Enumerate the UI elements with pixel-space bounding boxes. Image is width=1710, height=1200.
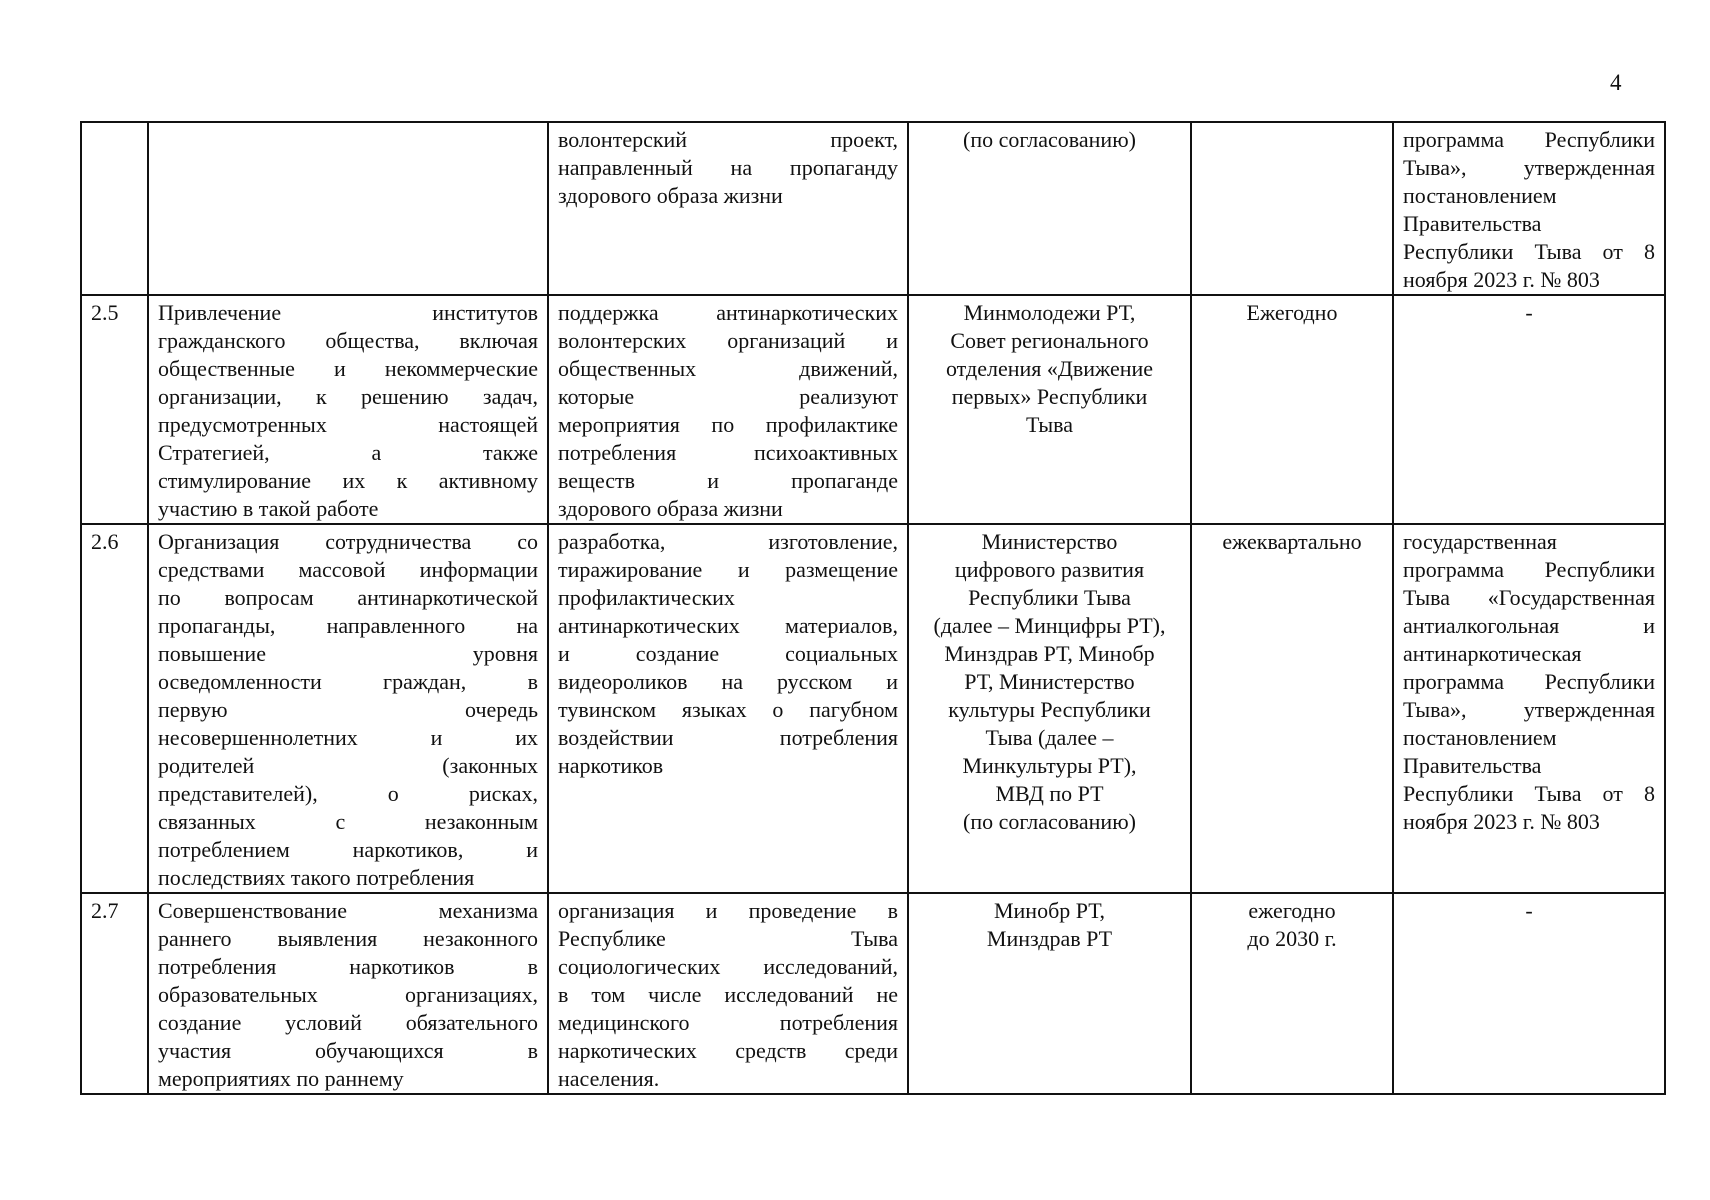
executor-text: Министерство цифрового развития Республики Тыва (далее – Минцифры РТ), Минздрав РТ, Минобр РТ, Министерство культуры Республики Тыва (далее – Минкультуры РТ), МВД по РТ (по согласованию) [933, 529, 1166, 834]
text-line: Совершенствование механизма [158, 898, 538, 923]
cell-term [1191, 893, 1393, 1094]
page-number: 4 [1610, 70, 1622, 95]
text-line: программа Республики [1403, 127, 1655, 152]
text-line: тувинском языках о пагубном [558, 697, 898, 722]
cell-term [1191, 524, 1393, 893]
text-line: Организация сотрудничества со [158, 529, 538, 554]
cell-result [548, 122, 908, 295]
text-line: организации, к решению задач, [158, 384, 538, 409]
cell-event [148, 295, 548, 524]
text-line: пропаганды, направленного на [158, 613, 538, 638]
text-line: волонтерский проект, [558, 127, 898, 152]
cell-source [1393, 122, 1665, 295]
text-line: постановлением [1403, 183, 1557, 208]
cell-event [148, 122, 548, 295]
text-line: по вопросам антинаркотической [158, 585, 538, 610]
plan-table-body [81, 122, 1665, 1094]
table-row [81, 295, 1665, 524]
cell-number: 2.7 [81, 893, 148, 1094]
executor-text: (по согласованию) [963, 127, 1136, 152]
text-line: Стратегией, а также [158, 440, 538, 465]
text-line: Республики Тыва от 8 [1403, 239, 1655, 264]
cell-result [548, 295, 908, 524]
text-line: разработка, изготовление, [558, 529, 898, 554]
text-line: поддержка антинаркотических [558, 300, 898, 325]
text-line: первую очередь [158, 697, 538, 722]
text-line: Правительства [1403, 753, 1542, 778]
text-line: образовательных организациях, [158, 982, 538, 1007]
text-line: здорового образа жизни [558, 496, 783, 521]
cell-number: 2.5 [81, 295, 148, 524]
text-line: ноября 2023 г. № 803 [1403, 267, 1600, 292]
text-line: создание условий обязательного [158, 1010, 538, 1035]
text-line: предусмотренных настоящей [158, 412, 538, 437]
text-line: веществ и пропаганде [558, 468, 898, 493]
cell-source [1393, 524, 1665, 893]
text-line: Республике Тыва [558, 926, 898, 951]
text-line: ноября 2023 г. № 803 [1403, 809, 1600, 834]
text-line: программа Республики [1403, 669, 1655, 694]
text-line: Тыва», утвержденная [1403, 155, 1655, 180]
table-row [81, 122, 1665, 295]
cell-event [148, 524, 548, 893]
text-line: государственная [1403, 529, 1557, 554]
text-line: представителей), о рисках, [158, 781, 538, 806]
text-line: антиалкогольная и [1403, 613, 1655, 638]
term-text: ежеквартально [1222, 529, 1362, 554]
text-line: общественные и некоммерческие [158, 356, 538, 381]
text-line: наркотиков [558, 753, 664, 778]
source-text: - [1525, 898, 1533, 923]
text-line: антинаркотическая [1403, 641, 1582, 666]
source-text: - [1525, 300, 1533, 325]
text-line: волонтерских организаций и [558, 328, 898, 353]
text-line: видеороликов на русском и [558, 669, 898, 694]
text-line: потреблением наркотиков, и [158, 837, 538, 862]
executor-text: Минобр РТ, Минздрав РТ [986, 898, 1113, 951]
text-line: участию в такой работе [158, 496, 379, 521]
text-line: Республики Тыва от 8 [1403, 781, 1655, 806]
term-text: Ежегодно [1246, 300, 1338, 325]
text-line: Тыва «Государственная [1403, 585, 1655, 610]
cell-event [148, 893, 548, 1094]
text-line: последствиях такого потребления [158, 865, 475, 890]
text-line: которые реализуют [558, 384, 898, 409]
text-line: стимулирование их к активному [158, 468, 538, 493]
cell-source [1393, 893, 1665, 1094]
cell-executor [908, 295, 1191, 524]
text-line: потребления наркотиков в [158, 954, 538, 979]
text-line: воздействии потребления [558, 725, 898, 750]
text-line: родителей (законных [158, 753, 538, 778]
text-line: организация и проведение в [558, 898, 898, 923]
text-line: наркотических средств среди [558, 1038, 898, 1063]
executor-text: Минмолодежи РТ, Совет регионального отделения «Движение первых» Республики Тыва [945, 300, 1154, 437]
text-line: антинаркотических материалов, [558, 613, 898, 638]
text-line: и создание социальных [558, 641, 898, 666]
text-line: гражданского общества, включая [158, 328, 538, 353]
term-text: ежегодно до 2030 г. [1247, 898, 1337, 951]
text-line: Тыва», утвержденная [1403, 697, 1655, 722]
cell-number: 2.6 [81, 524, 148, 893]
text-line: программа Республики [1403, 557, 1655, 582]
text-line: направленный на пропаганду [558, 155, 898, 180]
text-line: связанных с незаконным [158, 809, 538, 834]
text-line: постановлением [1403, 725, 1557, 750]
text-line: несовершеннолетних и их [158, 725, 538, 750]
cell-executor [908, 893, 1191, 1094]
text-line: профилактических [558, 585, 735, 610]
table-row [81, 524, 1665, 893]
text-line: населения. [558, 1066, 660, 1091]
text-line: мероприятия по профилактике [558, 412, 898, 437]
text-line: мероприятиях по раннему [158, 1066, 404, 1091]
text-line: раннего выявления незаконного [158, 926, 538, 951]
cell-result [548, 893, 908, 1094]
plan-table [80, 121, 1666, 1095]
cell-source [1393, 295, 1665, 524]
text-line: участия обучающихся в [158, 1038, 538, 1063]
text-line: Привлечение институтов [158, 300, 538, 325]
text-line: общественных движений, [558, 356, 898, 381]
text-line: тиражирование и размещение [558, 557, 898, 582]
text-line: Правительства [1403, 211, 1542, 236]
text-line: потребления психоактивных [558, 440, 898, 465]
cell-number [81, 122, 148, 295]
cell-executor [908, 122, 1191, 295]
cell-term [1191, 122, 1393, 295]
text-line: социологических исследований, [558, 954, 898, 979]
text-line: здорового образа жизни [558, 183, 783, 208]
cell-term [1191, 295, 1393, 524]
text-line: медицинского потребления [558, 1010, 898, 1035]
text-line: повышение уровня [158, 641, 538, 666]
text-line: осведомленности граждан, в [158, 669, 538, 694]
cell-result [548, 524, 908, 893]
text-line: в том числе исследований не [558, 982, 898, 1007]
text-line: средствами массовой информации [158, 557, 538, 582]
cell-executor [908, 524, 1191, 893]
table-row [81, 893, 1665, 1094]
